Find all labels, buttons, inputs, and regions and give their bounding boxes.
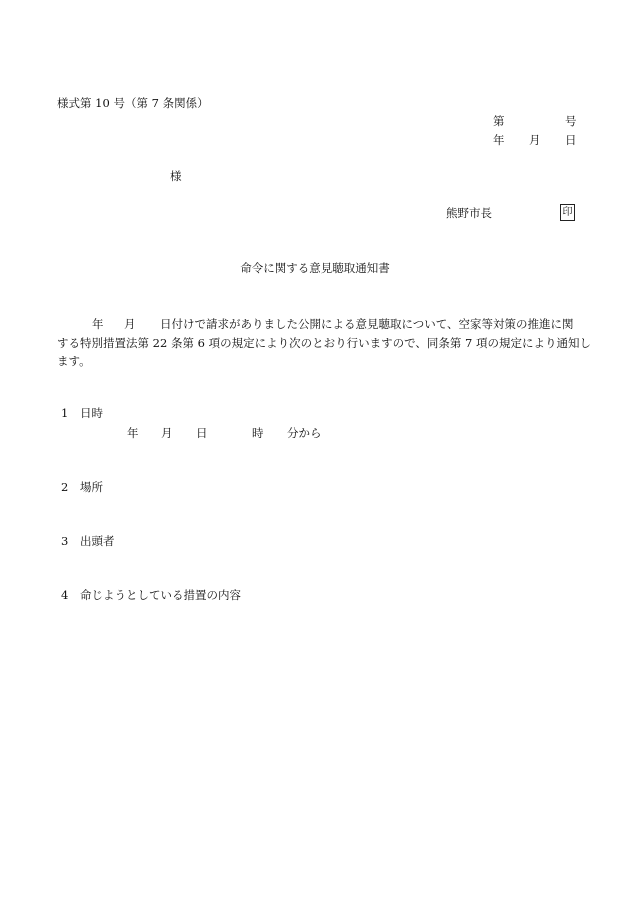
section-2-label: 場所 xyxy=(80,480,103,494)
document-number-prefix: 第 xyxy=(493,114,505,128)
date-year-label: 年 xyxy=(493,133,505,147)
section-3-number: 3 xyxy=(61,534,69,548)
addressee-suffix: 様 xyxy=(170,169,182,183)
form-number: 様式第 10 号（第 7 条関係） xyxy=(57,96,209,110)
issuer-name: 熊野市長 xyxy=(446,206,492,220)
section-1-label: 日時 xyxy=(80,406,103,420)
datetime-hour-label: 時 xyxy=(252,426,264,440)
document-number-suffix: 号 xyxy=(565,114,577,128)
datetime-day-label: 日 xyxy=(196,426,208,440)
date-month-label: 月 xyxy=(529,133,541,147)
section-3-label: 出頭者 xyxy=(80,534,115,548)
section-4-number: 4 xyxy=(61,588,69,602)
datetime-month-label: 月 xyxy=(161,426,173,440)
section-4-label: 命じようとしている措置の内容 xyxy=(80,588,241,602)
date-day-label: 日 xyxy=(565,133,577,147)
section-2-number: 2 xyxy=(61,480,69,494)
body-line-1: 日付けで請求がありました公開による意見聴取について、空家等対策の推進に関 xyxy=(160,317,574,331)
body-month-label: 月 xyxy=(124,317,136,331)
body-line-2: する特別措置法第 22 条第 6 項の規定により次のとおり行いますので、同条第 7 項の規定により通知し xyxy=(57,336,591,350)
datetime-year-label: 年 xyxy=(127,426,139,440)
body-year-label: 年 xyxy=(92,317,104,331)
document-title: 命令に関する意見聴取通知書 xyxy=(240,261,390,275)
seal-box: 印 xyxy=(560,204,575,221)
body-line-3: ます。 xyxy=(57,354,91,368)
datetime-minute-label: 分から xyxy=(287,426,322,440)
section-1-number: 1 xyxy=(61,406,69,420)
